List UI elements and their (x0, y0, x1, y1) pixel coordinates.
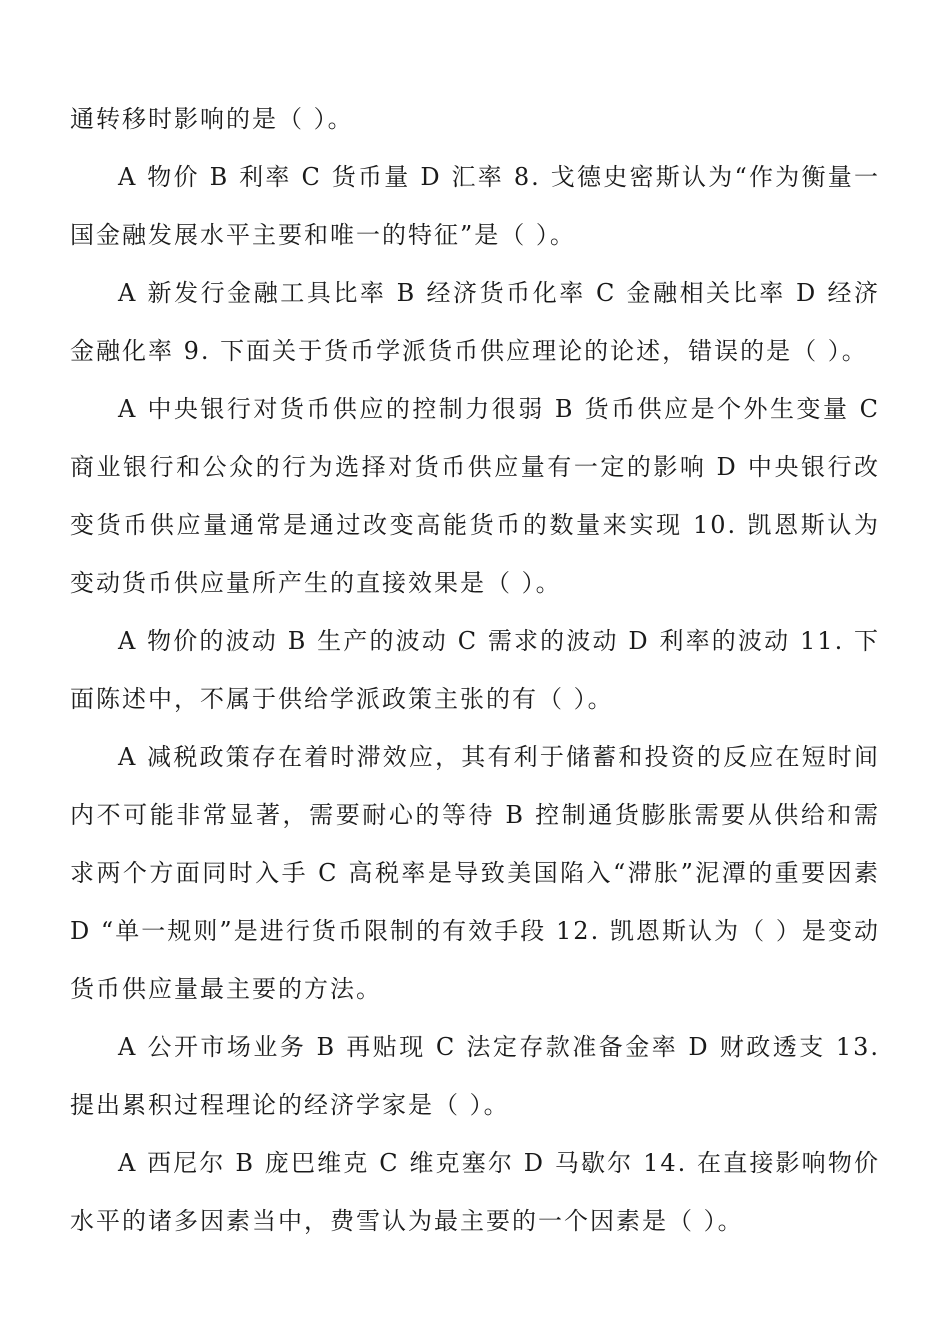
paragraph-4: A 中央银行对货币供应的控制力很弱 B 货币供应是个外生变量 C 商业银行和公众的行为选择对货币供应量有一定的影响 D 中央银行改变货币供应量通常是通过改变高能货币的数量来实现 10. 凯恩斯认为变动货币供应量所产生的直接效果是（ ）。 (70, 395, 880, 597)
paragraph-1: 通转移时影响的是（ ）。 (70, 105, 354, 133)
paragraph-5: A 物价的波动 B 生产的波动 C 需求的波动 D 利率的波动 11. 下面陈述中，不属于供给学派政策主张的有（ ）。 (70, 627, 880, 713)
paragraph-8: A 西尼尔 B 庞巴维克 C 维克塞尔 D 马歇尔 14. 在直接影响物价水平的诸多因素当中，费雪认为最主要的一个因素是（ ）。 (70, 1149, 880, 1235)
paragraph-3: A 新发行金融工具比率 B 经济货币化率 C 金融相关比率 D 经济金融化率 9. 下面关于货币学派货币供应理论的论述，错误的是（ ）。 (70, 279, 880, 365)
paragraph-2: A 物价 B 利率 C 货币量 D 汇率 8. 戈德史密斯认为“作为衡量一国金融发展水平主要和唯一的特征”是（ ）。 (70, 163, 880, 249)
paragraph-7: A 公开市场业务 B 再贴现 C 法定存款准备金率 D 财政透支 13. 提出累积过程理论的经济学家是（ ）。 (70, 1033, 880, 1119)
paragraph-6: A 减税政策存在着时滞效应，其有利于储蓄和投资的反应在短时间内不可能非常显著，需要耐心的等待 B 控制通货膨胀需要从供给和需求两个方面同时入手 C 高税率是导致美国陷入“滞胀”泥潭的重要因素 D “单一规则”是进行货币限制的有效手段 12. 凯恩斯认为（ ）是变动货币供应量最主要的方法。 (70, 743, 880, 1003)
